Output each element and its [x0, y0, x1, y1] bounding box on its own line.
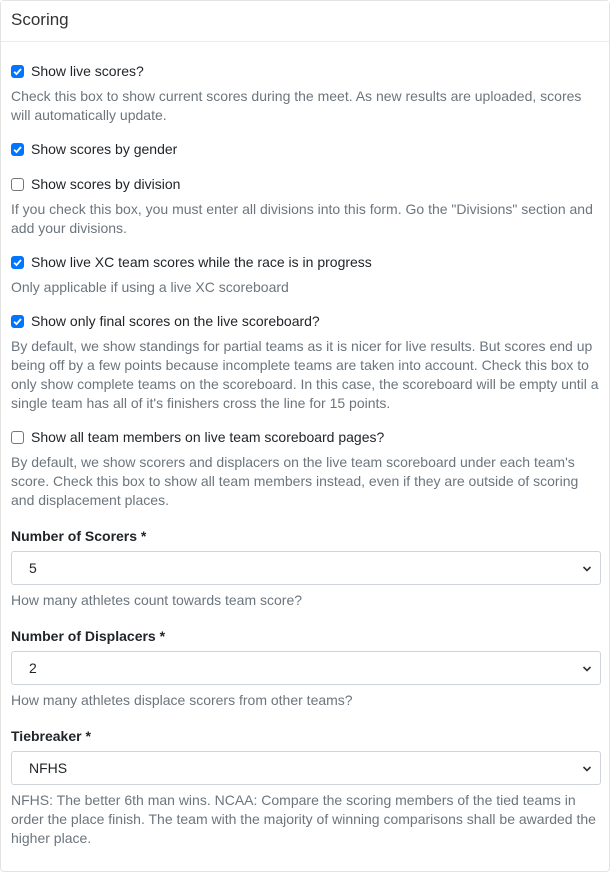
checkmark-icon: [12, 66, 23, 77]
show-all-team-members-checkbox-row[interactable]: [11, 427, 384, 447]
tiebreaker-value: NFHS: [29, 760, 68, 776]
chevron-down-icon: [582, 664, 592, 674]
show-scores-by-division-label: Show scores by division: [31, 176, 181, 192]
chevron-down-icon: [582, 564, 592, 574]
number-of-displacers-select[interactable]: [11, 651, 601, 685]
show-all-team-members-help: By default, we show scorers and displacers on the live team scoreboard under each team's score. Check this box to show all team members instead, even if they are outside of scoring and displacement places.: [11, 454, 579, 508]
show-scores-by-gender-label: Show scores by gender: [31, 141, 178, 157]
number-of-scorers-select[interactable]: [11, 551, 601, 585]
checkmark-icon: [12, 257, 23, 268]
number-of-scorers-label: Number of Scorers *: [11, 528, 147, 544]
tiebreaker-help: NFHS: The better 6th man wins. NCAA: Compare the scoring members of the tied teams in order the place finish. The team with the majority of winning comparisons shall be awarded the higher place.: [11, 792, 596, 846]
number-of-displacers-label: Number of Displacers *: [11, 628, 166, 644]
number-of-scorers-value: 5: [29, 560, 37, 576]
checkmark-icon: [12, 144, 23, 155]
show-live-scores-label: Show live scores?: [31, 63, 144, 79]
show-live-scores-help: Check this box to show current scores during the meet. As new results are uploaded, scores will automatically update.: [11, 88, 582, 123]
checkmark-icon: [12, 316, 23, 327]
show-scores-by-division-checkbox-row[interactable]: [11, 174, 180, 194]
show-only-final-scores-help: By default, we show standings for partial teams as it is nicer for live results. But scores end up being off by a few points because incomplete teams are taken into account. Check this box to only show complete teams on the scoreboard. In this case, the scoreboard will be empty until a single team has all of it's finishers cross the line for 15 points.: [11, 338, 599, 411]
card-header: [1, 1, 609, 42]
chevron-down-icon: [582, 764, 592, 774]
show-live-xc-scores-help: Only applicable if using a live XC scoreboard: [11, 279, 289, 295]
show-live-xc-scores-checkbox-row[interactable]: [11, 252, 372, 272]
show-all-team-members-checkbox[interactable]: [11, 431, 24, 444]
show-only-final-scores-checkbox-row[interactable]: [11, 311, 320, 331]
page-title: Scoring: [11, 10, 69, 29]
show-all-team-members-label: Show all team members on live team scoreboard pages?: [31, 429, 385, 445]
tiebreaker-label: Tiebreaker *: [11, 728, 91, 744]
show-scores-by-division-checkbox[interactable]: [11, 178, 24, 191]
show-live-scores-checkbox[interactable]: [11, 65, 24, 78]
show-live-xc-scores-checkbox[interactable]: [11, 256, 24, 269]
show-live-xc-scores-label: Show live XC team scores while the race is in progress: [31, 254, 372, 270]
show-live-scores-checkbox-row[interactable]: [11, 61, 144, 81]
show-only-final-scores-label: Show only final scores on the live scoreboard?: [31, 313, 320, 329]
number-of-displacers-value: 2: [29, 660, 37, 676]
tiebreaker-select[interactable]: [11, 751, 601, 785]
show-only-final-scores-checkbox[interactable]: [11, 315, 24, 328]
show-scores-by-gender-checkbox[interactable]: [11, 143, 24, 156]
show-scores-by-division-help: If you check this box, you must enter all divisions into this form. Go the "Divisions" section and add your divisions.: [11, 201, 593, 236]
show-scores-by-gender-checkbox-row[interactable]: [11, 139, 177, 159]
number-of-displacers-help: How many athletes displace scorers from other teams?: [11, 692, 353, 708]
number-of-scorers-help: How many athletes count towards team score?: [11, 592, 303, 608]
